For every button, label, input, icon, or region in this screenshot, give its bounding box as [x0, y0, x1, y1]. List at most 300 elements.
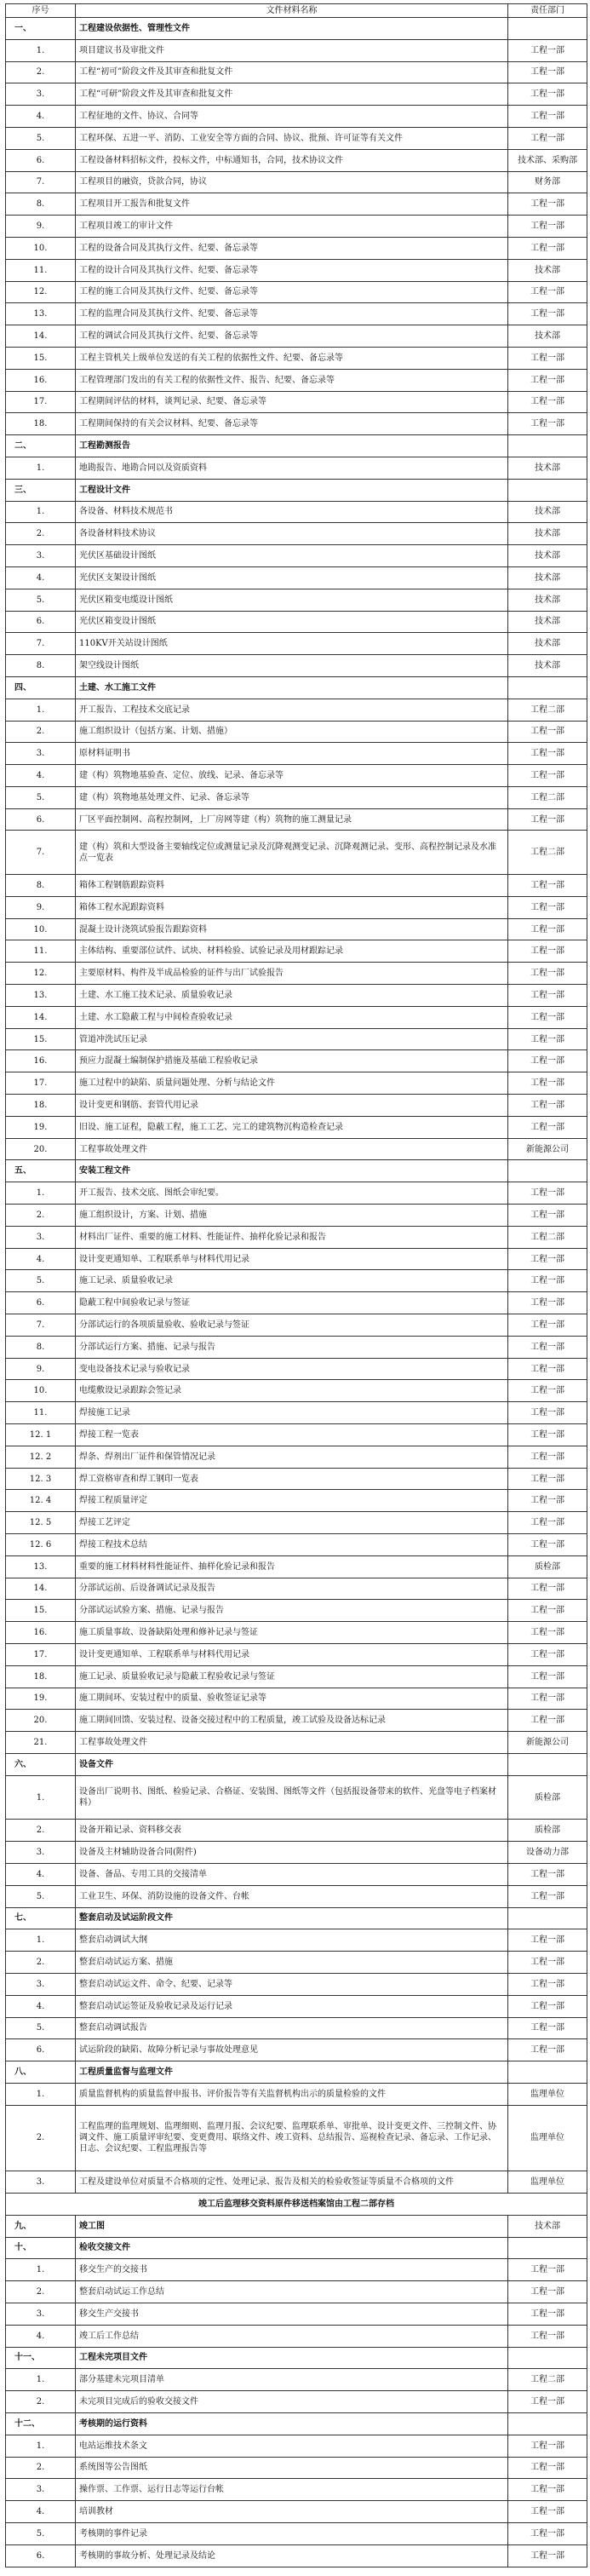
table-row [6, 1863, 587, 1885]
cell-file-name: 竣工后工作总结 [76, 2325, 508, 2347]
cell-number: 2. [6, 523, 76, 545]
cell-department: 工程一部 [508, 391, 587, 413]
cell-department: 监理单位 [508, 2171, 587, 2194]
cell-department: 工程一部 [508, 1688, 587, 1710]
cell-file-name: 分部试运试验方案、措施、记录与报告 [76, 1600, 508, 1622]
table-row [6, 808, 587, 831]
cell-number: 20. [6, 1138, 76, 1160]
cell-file-name: 光伏区箱变电缆设计图纸 [76, 589, 508, 611]
cell-number: 15. [6, 347, 76, 369]
table-row [6, 918, 587, 940]
cell-file-name: 混凝土设计浇筑试验报告跟踪资料 [76, 918, 508, 940]
cell-file-name: 工程勘测报告 [76, 435, 508, 457]
cell-file-name: 110KV开关站设计图纸 [76, 633, 508, 655]
cell-department: 工程一部 [508, 237, 587, 259]
cell-department: 技术部 [508, 589, 587, 611]
cell-number: 9. [6, 1358, 76, 1380]
cell-number: 4. [6, 1248, 76, 1270]
table-row [6, 457, 587, 479]
cell-department: 工程一部 [508, 2391, 587, 2413]
cell-department: 技术部 [508, 457, 587, 479]
cell-file-name: 重要的施工材料材料性能证件、抽样化验记录和报告 [76, 1555, 508, 1578]
cell-number: 4. [6, 566, 76, 589]
cell-department: 技术部 [508, 259, 587, 281]
cell-department: 工程一部 [508, 2325, 587, 2347]
cell-number: 十一、 [6, 2347, 76, 2369]
cell-file-name: 工程“可研”阶段文件及其审查和批复文件 [76, 83, 508, 106]
cell-number: 一、 [6, 18, 76, 40]
cell-department [508, 1160, 587, 1182]
cell-file-name: 光伏区箱变设计图纸 [76, 611, 508, 633]
cell-number: 2. [6, 1820, 76, 1842]
cell-number: 18. [6, 1095, 76, 1117]
cell-file-name: 原材料证明书 [76, 743, 508, 765]
cell-department: 工程一部 [508, 1336, 587, 1358]
cell-number: 4. [6, 106, 76, 128]
table-row [6, 1270, 587, 1292]
cell-file-name: 开工报告、技术交底、图纸会审纪要。 [76, 1182, 508, 1205]
section-row [6, 2237, 587, 2259]
cell-file-name: 设备开箱记录、资料移交表 [76, 1820, 508, 1842]
cell-number: 21. [6, 1732, 76, 1754]
table-row [6, 1710, 587, 1732]
cell-department: 技术部 [508, 611, 587, 633]
cell-department: 工程一部 [508, 2303, 587, 2325]
cell-file-name: 设计变更通知单、工程联系单与材料代用记录 [76, 1643, 508, 1665]
cell-file-name: 施工质量事故、设备缺陷处理和修补记录与签证 [76, 1622, 508, 1644]
section-row [6, 1907, 587, 1929]
cell-file-name: 工业卫生、环保、消防设施的设备文件、台帐 [76, 1885, 508, 1907]
cell-number: 七、 [6, 1907, 76, 1929]
cell-department [508, 2237, 587, 2259]
cell-department: 工程一部 [508, 1512, 587, 1534]
cell-department [508, 2061, 587, 2084]
cell-file-name: 施工记录、质量验收记录与隐蔽工程验收记录与签证 [76, 1665, 508, 1688]
cell-number: 4. [6, 2325, 76, 2347]
cell-number: 3. [6, 83, 76, 106]
cell-file-name: 考核期的运行资料 [76, 2412, 508, 2435]
table-row [6, 1643, 587, 1665]
table-row [6, 2325, 587, 2347]
cell-file-name: 焊接工程技术总结 [76, 1534, 508, 1556]
cell-file-name: 工程的设备合同及其执行文件、纪要、备忘录等 [76, 237, 508, 259]
table-row [6, 171, 587, 193]
cell-department: 工程一部 [508, 1424, 587, 1446]
cell-number: 12. 3 [6, 1468, 76, 1490]
cell-number: 3. [6, 1973, 76, 1995]
cell-file-name: 分部试运前、后设备调试记录及报告 [76, 1578, 508, 1600]
cell-department: 工程一部 [508, 1973, 587, 1995]
table-row [6, 940, 587, 963]
cell-department [508, 1907, 587, 1929]
cell-department: 工程一部 [508, 1995, 587, 2017]
cell-number: 1. [6, 2369, 76, 2391]
cell-file-name: 分部试运行方案、措施、记录与报告 [76, 1336, 508, 1358]
cell-file-name: 设计变更和钢筋、套管代用记录 [76, 1095, 508, 1117]
table-row [6, 1138, 587, 1160]
table-row [6, 1314, 587, 1337]
cell-number: 11. [6, 259, 76, 281]
cell-department: 工程一部 [508, 1863, 587, 1885]
cell-file-name: 整套启动试运签证及验收记录及运行记录 [76, 1995, 508, 2017]
cell-department [508, 435, 587, 457]
cell-number: 18. [6, 1665, 76, 1688]
cell-number: 1. [6, 457, 76, 479]
cell-file-name: 工程项目竣工的审计文件 [76, 216, 508, 238]
table-row [6, 2171, 587, 2194]
cell-file-name: 工程质量监督与监理文件 [76, 2061, 508, 2084]
cell-file-name: 架空线设计图纸 [76, 655, 508, 677]
cell-file-name: 工程的调试合同及其执行文件、纪要、备忘录等 [76, 325, 508, 348]
table-row [6, 1885, 587, 1907]
cell-number: 16. [6, 369, 76, 391]
table-row [6, 655, 587, 677]
cell-number: 18. [6, 413, 76, 435]
header-file-name: 文件材料名称 [76, 4, 508, 18]
cell-number: 3. [6, 1226, 76, 1248]
table-row [6, 1622, 587, 1644]
cell-file-name: 试运阶段的缺陷、故障分析记录与事故处理意见 [76, 2039, 508, 2061]
cell-number: 12. 5 [6, 1512, 76, 1534]
cell-department: 工程一部 [508, 940, 587, 963]
cell-number: 5. [6, 1270, 76, 1292]
cell-number: 6. [6, 808, 76, 831]
cell-number: 五、 [6, 1160, 76, 1182]
cell-number: 1. [6, 1929, 76, 1952]
cell-number: 5. [6, 127, 76, 149]
table-row [6, 743, 587, 765]
cell-file-name: 电站运维技术条文 [76, 2435, 508, 2457]
cell-file-name: 光伏区支架设计图纸 [76, 566, 508, 589]
cell-department: 工程一部 [508, 1205, 587, 1227]
table-row [6, 1380, 587, 1402]
cell-department: 技术部 [508, 501, 587, 523]
table-row [6, 193, 587, 216]
cell-department: 技术部 [508, 566, 587, 589]
document-page [5, 3, 587, 2567]
cell-number: 11. [6, 1402, 76, 1424]
table-row [6, 1336, 587, 1358]
cell-file-name: 焊接工程一览表 [76, 1424, 508, 1446]
cell-department: 工程一部 [508, 918, 587, 940]
cell-department: 工程一部 [508, 1952, 587, 1974]
cell-file-name: 培训教材 [76, 2501, 508, 2523]
section-row [6, 2061, 587, 2084]
table-row [6, 1952, 587, 1974]
table-row [6, 963, 587, 985]
table-row [6, 106, 587, 128]
section-row [6, 676, 587, 699]
table-row [6, 1732, 587, 1754]
cell-file-name: 系统图等公告图纸 [76, 2457, 508, 2479]
cell-file-name: 未完项目完成后的验收交接文件 [76, 2391, 508, 2413]
cell-department: 工程一部 [508, 985, 587, 1007]
cell-number: 7. [6, 831, 76, 875]
cell-number: 6. [6, 611, 76, 633]
cell-number: 2. [6, 1205, 76, 1227]
cell-file-name: 项目建议书及审批文件 [76, 39, 508, 61]
cell-department: 工程一部 [508, 83, 587, 106]
cell-department: 监理单位 [508, 2105, 587, 2171]
cell-number: 16. [6, 1050, 76, 1072]
cell-department: 工程一部 [508, 1710, 587, 1732]
table-row [6, 2105, 587, 2171]
cell-department: 质检部 [508, 1775, 587, 1820]
cell-file-name: 箱体工程水泥跟踪资料 [76, 896, 508, 918]
table-row [6, 347, 587, 369]
cell-number: 20. [6, 1710, 76, 1732]
table-row [6, 2522, 587, 2544]
cell-number: 3. [6, 2303, 76, 2325]
table-row [6, 545, 587, 567]
cell-file-name: 工程主管机关上级单位发送的有关工程的依据性文件、纪要、备忘录等 [76, 347, 508, 369]
cell-number: 4. [6, 1863, 76, 1885]
cell-department: 技术部、采购部 [508, 149, 587, 171]
table-row [6, 413, 587, 435]
cell-department: 工程二部 [508, 831, 587, 875]
cell-department: 工程一部 [508, 2501, 587, 2523]
cell-department: 工程一部 [508, 2544, 587, 2567]
table-row [6, 2457, 587, 2479]
table-row [6, 1248, 587, 1270]
table-row [6, 1600, 587, 1622]
cell-number: 8. [6, 655, 76, 677]
table-row [6, 391, 587, 413]
cell-number: 5. [6, 1885, 76, 1907]
cell-number: 1. [6, 699, 76, 721]
cell-department: 工程一部 [508, 1050, 587, 1072]
cell-department: 工程一部 [508, 1028, 587, 1050]
cell-number: 1. [6, 39, 76, 61]
section-row [6, 18, 587, 40]
cell-file-name: 工程的施工合同及其执行文件、纪要、备忘录等 [76, 281, 508, 303]
table-row [6, 2039, 587, 2061]
note-text: 竣工后监理移交资料原件移送档案馆由工程二部存档 [6, 2193, 587, 2215]
cell-file-name: 工程环保、五进一平、消防、工业安全等方面的合同、协议、批预、许可证等有关文件 [76, 127, 508, 149]
cell-number: 12. 2 [6, 1446, 76, 1468]
cell-department: 工程一部 [508, 743, 587, 765]
cell-number: 13. [6, 303, 76, 325]
cell-file-name: 旧设、施工证程，隐蔽工程，施工工艺、完工的建筑物沉构造检查记录 [76, 1116, 508, 1138]
table-row [6, 2435, 587, 2457]
cell-file-name: 焊接工程质量评定 [76, 1490, 508, 1512]
cell-file-name: 工程事故处理文件 [76, 1732, 508, 1754]
cell-file-name: 施工组织设计（包括方案、计划、措施） [76, 721, 508, 743]
cell-number: 1. [6, 1182, 76, 1205]
table-row [6, 1292, 587, 1314]
cell-file-name: 预应力混凝土编制保护措施及基础工程验收记录 [76, 1050, 508, 1072]
cell-number: 5. [6, 2017, 76, 2039]
cell-number: 3. [6, 1842, 76, 1864]
cell-number: 1. [6, 2083, 76, 2105]
cell-department [508, 676, 587, 699]
cell-department: 工程一部 [508, 39, 587, 61]
table-row [6, 2479, 587, 2501]
cell-file-name: 工程设备材料招标文件，投标文件，中标通知书，合同，技术协议文件 [76, 149, 508, 171]
cell-file-name: 工程事故处理文件 [76, 1138, 508, 1160]
cell-file-name: 工程管理部门发出的有关工程的依据性文件、报告、纪要、备忘录等 [76, 369, 508, 391]
cell-number: 10. [6, 1380, 76, 1402]
cell-number: 4. [6, 765, 76, 787]
cell-file-name: 工程“初可”阶段文件及其审查和批复文件 [76, 61, 508, 83]
cell-department: 工程一部 [508, 1182, 587, 1205]
table-row [6, 2369, 587, 2391]
cell-department: 工程一部 [508, 216, 587, 238]
section-row [6, 2412, 587, 2435]
cell-file-name: 工程期间保持的有关会议材料、纪要、备忘录等 [76, 413, 508, 435]
table-row [6, 721, 587, 743]
table-row [6, 1424, 587, 1446]
cell-number: 9. [6, 896, 76, 918]
cell-department: 财务部 [508, 171, 587, 193]
cell-number: 8. [6, 1336, 76, 1358]
cell-department: 工程一部 [508, 1643, 587, 1665]
cell-number: 10. [6, 918, 76, 940]
cell-file-name: 工程项目开工报告和批复文件 [76, 193, 508, 216]
table-row [6, 2501, 587, 2523]
cell-department: 技术部 [508, 523, 587, 545]
cell-file-name: 施工期间回馈、安装过程、设备交接过程中的工程质量，竣工试验及设备达标记录 [76, 1710, 508, 1732]
table-row [6, 1182, 587, 1205]
cell-department: 技术部 [508, 325, 587, 348]
section-row [6, 1160, 587, 1182]
cell-file-name: 焊接施工记录 [76, 1402, 508, 1424]
cell-department: 工程一部 [508, 1622, 587, 1644]
cell-file-name: 工程及建设单位对质量不合格项的定性、处理记录、报告及相关的检验收签证等质量不合格项的文件 [76, 2171, 508, 2194]
cell-department: 工程二部 [508, 699, 587, 721]
cell-number: 2. [6, 1952, 76, 1974]
cell-file-name: 箱体工程钢筋跟踪资料 [76, 875, 508, 897]
cell-file-name: 整套启动调试大纲 [76, 1929, 508, 1952]
cell-department: 工程二部 [508, 1226, 587, 1248]
cell-file-name: 考核期的事件记录 [76, 2522, 508, 2544]
cell-number: 12. 6 [6, 1534, 76, 1556]
table-row [6, 303, 587, 325]
section-row [6, 1753, 587, 1775]
cell-number: 13. [6, 985, 76, 1007]
cell-department: 工程一部 [508, 2479, 587, 2501]
table-row [6, 61, 587, 83]
table-row [6, 1929, 587, 1952]
cell-department: 工程一部 [508, 808, 587, 831]
cell-department: 设备动力部 [508, 1842, 587, 1864]
cell-department: 技术部 [508, 2215, 587, 2237]
table-row [6, 786, 587, 808]
table-row [6, 1116, 587, 1138]
table-row [6, 1446, 587, 1468]
cell-number: 15. [6, 1600, 76, 1622]
table-row [6, 501, 587, 523]
cell-file-name: 质量监督机构的质量监督申报书、评价报告等有关监督机构出示的质量检验的文件 [76, 2083, 508, 2105]
table-row [6, 1578, 587, 1600]
table-row [6, 2303, 587, 2325]
table-row [6, 1820, 587, 1842]
table-row [6, 83, 587, 106]
cell-number: 6. [6, 1292, 76, 1314]
section-row [6, 2347, 587, 2369]
table-row [6, 39, 587, 61]
cell-file-name: 土建、水工施工文件 [76, 676, 508, 699]
cell-number: 5. [6, 786, 76, 808]
cell-file-name: 工程的设计合同及其执行文件、纪要、备忘录等 [76, 259, 508, 281]
cell-file-name: 工程项目的融资，贷款合同，协议 [76, 171, 508, 193]
cell-number: 6. [6, 149, 76, 171]
cell-department: 工程二部 [508, 2369, 587, 2391]
cell-file-name: 工程监理的监理规划、监理细则、监理月报、会议纪要、监理联系单、审批单、设计变更文件、三控制文件、协调文件、施工质量评审纪要、变更费用、联络文件、竣工资料、总结报告、巡视检查记录、备忘录、工作记录、日志、会议纪要、工程监理报告等 [76, 2105, 508, 2171]
cell-file-name: 设备文件 [76, 1753, 508, 1775]
cell-department: 新能源公司 [508, 1732, 587, 1754]
cell-number: 十二、 [6, 2412, 76, 2435]
cell-number: 8. [6, 193, 76, 216]
cell-number: 2. [6, 2281, 76, 2303]
cell-file-name: 工程未完项目文件 [76, 2347, 508, 2369]
cell-file-name: 整套启动试运工作总结 [76, 2281, 508, 2303]
cell-department: 工程一部 [508, 1116, 587, 1138]
cell-file-name: 地勘报告、地勘合同以及资质资料 [76, 457, 508, 479]
cell-file-name: 部分基建未完项目清单 [76, 2369, 508, 2391]
table-row [6, 1072, 587, 1095]
cell-number: 4. [6, 2501, 76, 2523]
cell-number: 19. [6, 1116, 76, 1138]
table-row [6, 2544, 587, 2567]
cell-file-name: 施工组织设计，方案、计划、措施 [76, 1205, 508, 1227]
cell-number: 九、 [6, 2215, 76, 2237]
cell-number: 2. [6, 2105, 76, 2171]
cell-file-name: 工程期间评估的材料，谈判记录、纪要、备忘录等 [76, 391, 508, 413]
cell-file-name: 整套启动及试运阶段文件 [76, 1907, 508, 1929]
cell-number: 14. [6, 1006, 76, 1028]
cell-number: 12. 4 [6, 1490, 76, 1512]
cell-file-name: 开工报告、工程技术交底记录 [76, 699, 508, 721]
cell-number: 2. [6, 2391, 76, 2413]
cell-department: 工程一部 [508, 1006, 587, 1028]
cell-department: 新能源公司 [508, 1138, 587, 1160]
cell-file-name: 整套启动试运文件、命令、纪要、记录等 [76, 1973, 508, 1995]
archive-file-table [5, 3, 587, 2567]
table-body [6, 18, 587, 2567]
cell-department: 工程一部 [508, 347, 587, 369]
note-row [6, 2193, 587, 2215]
table-row [6, 369, 587, 391]
cell-department: 工程一部 [508, 1248, 587, 1270]
cell-file-name: 电缆敷设记录跟踪会签记录 [76, 1380, 508, 1402]
cell-file-name: 设备出厂说明书、图纸、检验记录、合格证、安装图、图纸等文件（包括报设备带来的软件、光盘等电子档案材料） [76, 1775, 508, 1820]
cell-file-name: 焊条、焊剂出厂证件和保管情况记录 [76, 1446, 508, 1468]
cell-number: 2. [6, 2457, 76, 2479]
cell-number: 1. [6, 501, 76, 523]
cell-department: 工程一部 [508, 1358, 587, 1380]
cell-department: 工程一部 [508, 1314, 587, 1337]
cell-file-name: 材料出厂证件、重要的施工材料、性能证件、抽样化验记录和报告 [76, 1226, 508, 1248]
cell-number: 10. [6, 237, 76, 259]
cell-file-name: 各设备、材料技术规范书 [76, 501, 508, 523]
table-row [6, 523, 587, 545]
cell-file-name: 工程的监理合同及其执行文件、纪要、备忘录等 [76, 303, 508, 325]
cell-number: 5. [6, 2522, 76, 2544]
cell-department: 工程一部 [508, 1095, 587, 1117]
cell-file-name: 操作票、工作票、运行日志等运行台帐 [76, 2479, 508, 2501]
cell-number: 5. [6, 589, 76, 611]
cell-file-name: 分部试运行的各项质量验收、验收记录与签证 [76, 1314, 508, 1337]
cell-number: 6. [6, 2544, 76, 2567]
table-row [6, 1006, 587, 1028]
cell-number: 1. [6, 2259, 76, 2281]
table-row [6, 566, 587, 589]
cell-department: 工程一部 [508, 765, 587, 787]
table-row [6, 633, 587, 655]
cell-department: 工程一部 [508, 2281, 587, 2303]
cell-department: 工程一部 [508, 1468, 587, 1490]
